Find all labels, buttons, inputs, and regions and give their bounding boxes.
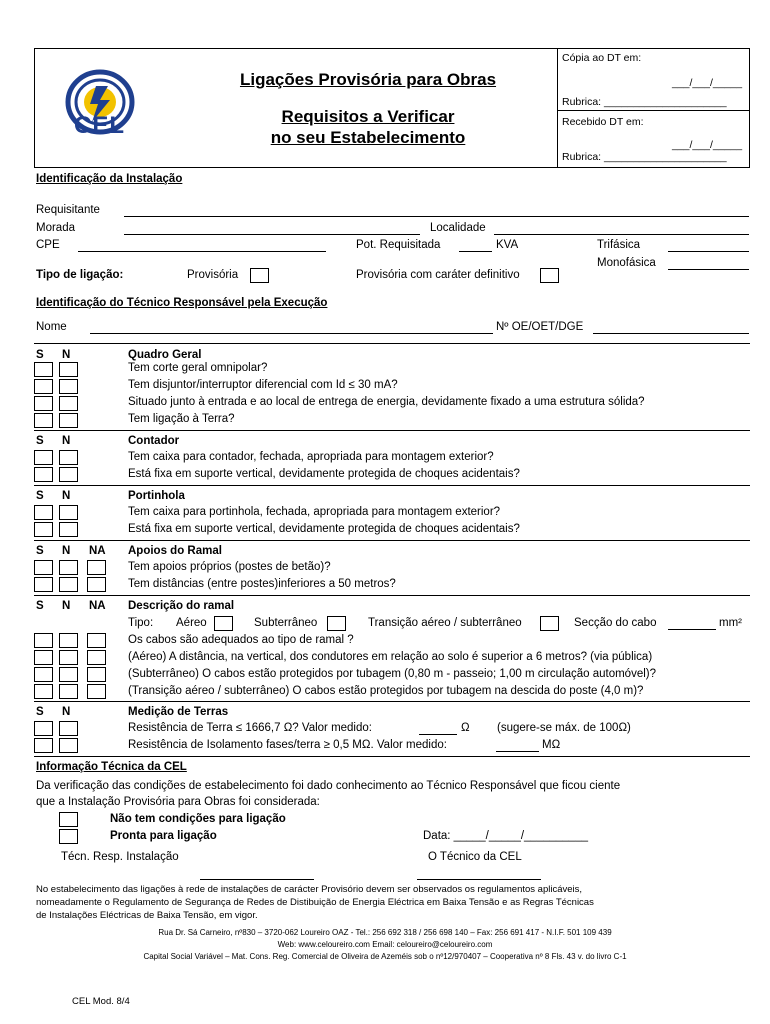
nome-label: Nome (36, 321, 67, 333)
provisoria-checkbox[interactable] (250, 268, 269, 283)
ramal-3-s[interactable] (34, 667, 53, 682)
ramal-seccao-field[interactable] (668, 629, 716, 630)
cel-opt2-label: Pronta para ligação (110, 830, 217, 842)
provisoria-definitivo-checkbox[interactable] (540, 268, 559, 283)
requisitante-field[interactable] (124, 216, 749, 217)
contador-item-2: Está fixa em suporte vertical, devidamente protegida de choques acidentais? (128, 468, 520, 480)
col-n: N (62, 349, 71, 361)
provisoria-label: Provisória (187, 269, 239, 281)
quadro-2-s[interactable] (34, 379, 53, 394)
localidade-label: Localidade (430, 222, 486, 234)
footer-note-1: No estabelecimento das ligações à rede de instalações de carácter Provisório devem ser observados os regulamentos aplicáveis, (36, 884, 583, 895)
quadro-2-n[interactable] (59, 379, 78, 394)
ramal-1-n[interactable] (59, 633, 78, 648)
apoios-item-2: Tem distâncias (entre postes)inferiores a 50 metros? (128, 578, 396, 590)
ramal-aereo-checkbox[interactable] (214, 616, 233, 631)
quadro-1-n[interactable] (59, 362, 78, 377)
terras-unit-1: Ω (461, 722, 470, 734)
trifasica-field[interactable] (668, 251, 749, 252)
terras-valor-1-field[interactable] (419, 734, 457, 735)
cel-logo (60, 62, 140, 152)
cel-opt2-checkbox[interactable] (59, 829, 78, 844)
footer-note-3: de Instalações Eléctricas de Baixa Tensão, em vigor. (36, 910, 258, 921)
section-installation-title: Identificação da Instalação (36, 173, 183, 185)
footer-capital: Capital Social Variável – Mat. Cons. Reg. Comercial de Oliveira de Azeméis sob o nº12/970407 – Cooperativa nº 8 Fls. 43 v. do livro C-1 (143, 952, 627, 961)
form-subtitle-2: no seu Estabelecimento (270, 128, 466, 147)
portinhola-1-s[interactable] (34, 505, 53, 520)
tecn-resp-label: Técn. Resp. Instalação (61, 851, 179, 863)
monofasica-label: Monofásica (597, 257, 656, 269)
terras-1-n[interactable] (59, 721, 78, 736)
portinhola-2-n[interactable] (59, 522, 78, 537)
tecnico-cel-label: O Técnico da CEL (428, 851, 522, 863)
section-technician-title: Identificação do Técnico Responsável pela Execução (36, 297, 328, 309)
rubrica-2[interactable]: Rubrica: _____________________ (562, 151, 727, 163)
morada-field[interactable] (124, 234, 420, 235)
contador-2-s[interactable] (34, 467, 53, 482)
col-n: N (62, 545, 71, 557)
ramal-1-na[interactable] (87, 633, 106, 648)
rubrica-1[interactable]: Rubrica: _____________________ (562, 96, 727, 108)
col-s: S (36, 545, 44, 557)
quadro-4-s[interactable] (34, 413, 53, 428)
apoios-1-na[interactable] (87, 560, 106, 575)
col-na: NA (89, 600, 106, 612)
quadro-item-1: Tem corte geral omnipolar? (128, 362, 268, 374)
ramal-transicao-label: Transição aéreo / subterrâneo (368, 617, 522, 629)
ramal-item-3: (Subterrâneo) O cabos estão protegidos por tubagem (0,80 m - passeio; 1,00 m circulação automóvel)? (128, 668, 657, 680)
tipo-ligacao-label: Tipo de ligação: (36, 269, 124, 281)
terras-2-n[interactable] (59, 738, 78, 753)
cel-paragraph-2: que a Instalação Provisória para Obras foi considerada: (36, 796, 320, 808)
portinhola-item-1: Tem caixa para portinhola, fechada, apropriada para montagem exterior? (128, 506, 501, 518)
quadro-3-n[interactable] (59, 396, 78, 411)
ramal-subterraneo-checkbox[interactable] (327, 616, 346, 631)
tecnico-cel-signature-line[interactable] (417, 879, 541, 880)
trifasica-label: Trifásica (597, 239, 641, 251)
apoios-2-s[interactable] (34, 577, 53, 592)
terras-item-1: Resistência de Terra ≤ 1666,7 Ω? Valor medido: (128, 722, 372, 734)
quadro-item-4: Tem ligação à Terra? (128, 413, 235, 425)
ramal-item-4: (Transição aéreo / subterrâneo) O cabos estão protegidos por tubagem na descida do poste (4,0 m)? (128, 685, 644, 697)
requisitante-label: Requisitante (36, 204, 100, 216)
copia-label: Cópia ao DT em: (562, 52, 642, 64)
apoios-item-1: Tem apoios próprios (postes de betão)? (128, 561, 331, 573)
col-n: N (62, 490, 71, 502)
contador-2-n[interactable] (59, 467, 78, 482)
ramal-transicao-checkbox[interactable] (540, 616, 559, 631)
col-s: S (36, 435, 44, 447)
ramal-subterraneo-label: Subterrâneo (254, 617, 318, 629)
terras-item-2: Resistência de Isolamento fases/terra ≥ 0,5 MΩ. Valor medido: (128, 739, 447, 751)
provisoria-definitivo-label: Provisória com caráter definitivo (356, 269, 520, 281)
ramal-mm2-label: mm² (719, 617, 742, 629)
pot-requisitada-label: Pot. Requisitada (356, 239, 441, 251)
portinhola-item-2: Está fixa em suporte vertical, devidamente protegida de choques acidentais? (128, 523, 520, 535)
quadro-title: Quadro Geral (128, 349, 202, 361)
ramal-4-n[interactable] (59, 684, 78, 699)
localidade-field[interactable] (494, 234, 749, 235)
col-s: S (36, 706, 44, 718)
apoios-2-n[interactable] (59, 577, 78, 592)
terras-2-s[interactable] (34, 738, 53, 753)
col-n: N (62, 706, 71, 718)
tecn-resp-signature-line[interactable] (200, 879, 314, 880)
col-n: N (62, 600, 71, 612)
terras-unit-2: MΩ (542, 739, 561, 751)
contador-title: Contador (128, 435, 180, 447)
contador-item-1: Tem caixa para contador, fechada, apropriada para montagem exterior? (128, 451, 494, 463)
quadro-item-3: Situado junto à entrada e ao local de entrega de energia, devidamente fixado a uma estrutura sólida? (128, 396, 645, 408)
quadro-3-s[interactable] (34, 396, 53, 411)
terras-valor-2-field[interactable] (496, 751, 539, 752)
portinhola-1-n[interactable] (59, 505, 78, 520)
contador-1-s[interactable] (34, 450, 53, 465)
ramal-4-s[interactable] (34, 684, 53, 699)
contador-1-n[interactable] (59, 450, 78, 465)
kva-label: KVA (496, 239, 519, 251)
col-s: S (36, 490, 44, 502)
cel-opt1-label: Não tem condições para ligação (110, 813, 286, 825)
cel-data-field[interactable]: Data: _____/_____/__________ (423, 830, 588, 842)
ramal-item-2: (Aéreo) A distância, na vertical, dos condutores em relação ao solo é superior a 6 metros? (via pública) (128, 651, 653, 663)
col-n: N (62, 435, 71, 447)
quadro-4-n[interactable] (59, 413, 78, 428)
footer-web: Web: www.celoureiro.com Email: celoureiro@celoureiro.com (277, 940, 493, 949)
copia-date[interactable]: ___/___/_____ (672, 77, 743, 89)
ramal-tipo-label: Tipo: (128, 617, 154, 629)
ramal-2-na[interactable] (87, 650, 106, 665)
ramal-title: Descrição do ramal (128, 600, 235, 612)
form-subtitle-1: Requisitos a Verificar (281, 107, 455, 126)
footer-address: Rua Dr. Sá Carneiro, nº830 – 3720-062 Loureiro OAZ - Tel.: 256 692 318 / 256 698 140 – Fax: 256 691 417 - N.I.F. 501 109 439 (158, 928, 612, 937)
apoios-title: Apoios do Ramal (128, 545, 222, 557)
cpe-field[interactable] (78, 251, 326, 252)
cel-opt1-checkbox[interactable] (59, 812, 78, 827)
logo-text: CEL (74, 112, 125, 139)
col-s: S (36, 349, 44, 361)
ramal-3-na[interactable] (87, 667, 106, 682)
form-title: Ligações Provisória para Obras (239, 70, 497, 89)
apoios-1-s[interactable] (34, 560, 53, 575)
ramal-3-n[interactable] (59, 667, 78, 682)
terras-1-s[interactable] (34, 721, 53, 736)
col-na: NA (89, 545, 106, 557)
n-oe-label: Nº OE/OET/DGE (496, 321, 584, 333)
monofasica-field[interactable] (668, 269, 749, 270)
col-s: S (36, 600, 44, 612)
recebido-date[interactable]: ___/___/_____ (672, 139, 743, 151)
ramal-1-s[interactable] (34, 633, 53, 648)
pot-requisitada-field[interactable] (459, 251, 492, 252)
apoios-1-n[interactable] (59, 560, 78, 575)
form-code: CEL Mod. 8/4 (72, 996, 130, 1007)
ramal-4-na[interactable] (87, 684, 106, 699)
nome-field[interactable] (90, 333, 493, 334)
n-oe-field[interactable] (593, 333, 749, 334)
terras-note-1: (sugere-se máx. de 100Ω) (497, 722, 631, 734)
ramal-item-1: Os cabos são adequados ao tipo de ramal ? (128, 634, 354, 646)
ramal-2-n[interactable] (59, 650, 78, 665)
footer-note-2: nomeadamente o Regulamento de Segurança de Redes de Distibuição de Energia Eléctrica em Baixa Tensão e as Regras Técnicas (36, 897, 594, 908)
apoios-2-na[interactable] (87, 577, 106, 592)
ramal-2-s[interactable] (34, 650, 53, 665)
morada-label: Morada (36, 222, 75, 234)
quadro-item-2: Tem disjuntor/interruptor diferencial com Id ≤ 30 mA? (128, 379, 398, 391)
ramal-seccao-label: Secção do cabo (574, 617, 657, 629)
section-cel-title: Informação Técnica da CEL (36, 761, 187, 773)
portinhola-title: Portinhola (128, 490, 185, 502)
ramal-aereo-label: Aéreo (176, 617, 207, 629)
quadro-1-s[interactable] (34, 362, 53, 377)
cpe-label: CPE (36, 239, 60, 251)
cel-paragraph-1: Da verificação das condições de estabelecimento foi dado conhecimento ao Técnico Responsável que ficou ciente (36, 780, 621, 792)
recebido-label: Recebido DT em: (562, 116, 644, 128)
terras-title: Medição de Terras (128, 706, 229, 718)
portinhola-2-s[interactable] (34, 522, 53, 537)
